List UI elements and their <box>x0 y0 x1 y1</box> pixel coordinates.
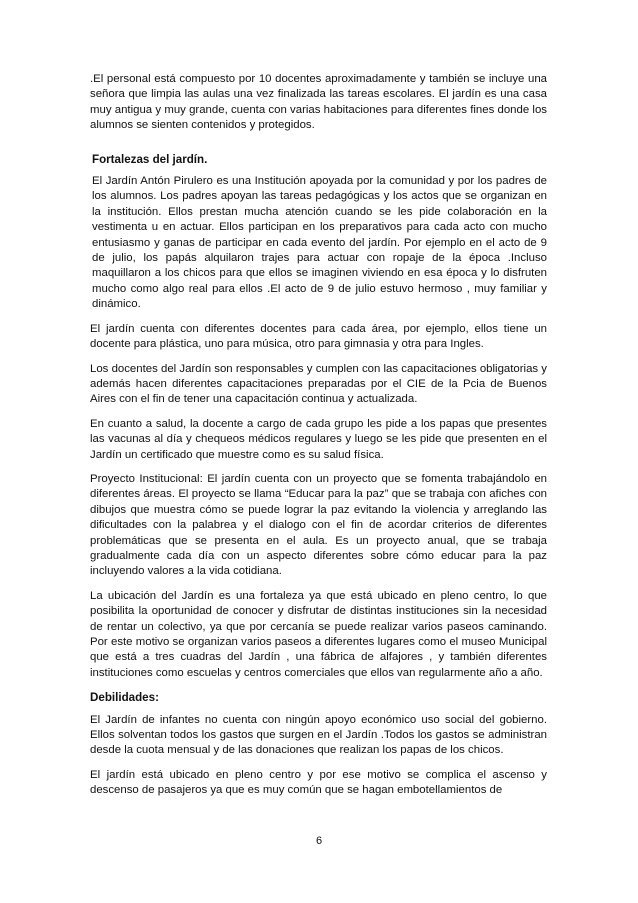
paragraph-comunidad: El Jardín Antón Pirulero es una Institución apoyada por la comunidad y por los padres de los alumnos. Los padres apoyan las tareas pedagógicas y los actos que se organizan en la institución. Ellos prestan mucha atención cuando se les pide colaboración en la vestimenta u en actuar. Ellos participan en los preparativos para cada acto con mucho entusiasmo y ganas de participar en cada evento del jardín. Por ejemplo en el acto de 9 de julio, los papás alquilaron trajes para actuar con ropaje de la época .Incluso maquillaron a los chicos para que ellos se imaginen viviendo en esa época y lo disfruten mucho como algo real para ellos .El acto de 9 de julio estuvo hermoso , muy familiar y dinámico. <box>92 175 547 311</box>
document-page <box>90 72 547 808</box>
paragraph-personal: .El personal está compuesto por 10 docentes aproximadamente y también se incluye una señora que limpia las aulas una vez finalizada las tareas escolares. El jardín es una casa muy antigua y muy grande, cuenta con varias habitaciones para diferentes fines donde los alumnos se sienten contenidos y protegidos. <box>90 73 547 132</box>
paragraph-ubicacion-debilidad: El jardín está ubicado en pleno centro y por ese motivo se complica el ascenso y descenso de pasajeros ya que es muy común que se hagan embotellamientos de <box>90 768 547 797</box>
page-number: 6 <box>315 835 323 847</box>
paragraph-salud: En cuanto a salud, la docente a cargo de cada grupo les pide a los papas que presentes las vacunas al día y chequeos médicos regulares y luego se les pide que presenten en el Jardín un certificado que muestre como es su salud física. <box>90 417 547 461</box>
paragraph-proyecto-institucional: Proyecto Institucional: El jardín cuenta con un proyecto que se fomenta trabajándolo en diferentes áreas. El proyecto se llama “Educar para la paz” que se trabaja con afiches con dibujos que muestra cómo se puede lograr la paz evitando la violencia y arreglando las dificultades con la palabrea y el dialogo con el fin de acordar criterios de diferentes problemáticas que se presenta en el aula. Es un proyecto anual, que se trabaja gradualmente cada día con un aspecto diferentes sobre cómo educar para la paz incluyendo valores a la vida cotidiana. <box>90 472 547 578</box>
heading-debilidades: Debilidades: <box>90 691 159 705</box>
heading-fortalezas: Fortalezas del jardín. <box>92 152 208 166</box>
paragraph-apoyo-economico: El Jardín de infantes no cuenta con ningún apoyo económico uso social del gobierno. Ellos solventan todos los gastos que surgen en el Jardín .Todos los gastos se administran desde la cuota mensual y de las donaciones que realizan los papas de los chicos. <box>90 713 547 757</box>
paragraph-capacitaciones: Los docentes del Jardín son responsables y cumplen con las capacitaciones obligatorias y además hacen diferentes capacitaciones preparadas por el CIE de la Pcia de Buenos Aires con el fin de tener una capacitación continua y actualizada. <box>90 362 547 406</box>
paragraph-docentes-areas: El jardín cuenta con diferentes docentes para cada área, por ejemplo, ellos tiene un docente para plástica, uno para música, otro para gimnasia y otra para Ingles. <box>90 322 547 351</box>
paragraph-ubicacion: La ubicación del Jardín es una fortaleza ya que está ubicado en pleno centro, lo que posibilita la oportunidad de conocer y disfrutar de distintas instituciones sin la necesidad de rentar un colectivo, ya que por cercanía se puede realizar varios paseos caminando. Por este motivo se organizan varios paseos a diferentes lugares como el museo Municipal que está a tres cuadras del Jardín , una fábrica de alfajores , y también diferentes instituciones como escuelas y centros comerciales que ellos van regularmente año a año. <box>90 589 547 679</box>
